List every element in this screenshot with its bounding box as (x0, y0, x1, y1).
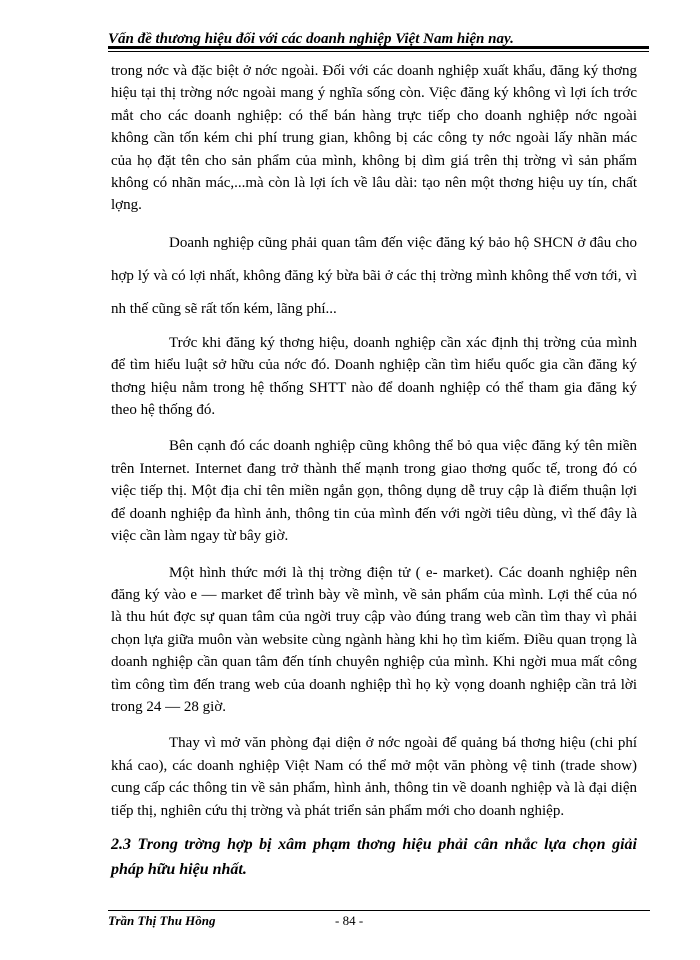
body-text (111, 60, 637, 882)
page-number: - 84 - (335, 913, 364, 928)
header-rule-thin (108, 51, 649, 52)
paragraph-2: Doanh nghiệp cũng phải quan tâm đến việc đăng ký bảo hộ SHCN ở đâu cho hợp lý và có lợi nhất, không đăng ký bừa bãi ở các thị trờng mình không thể vơn tới, vì nh thế cũng sẽ rất tốn kém, lãng phí... (111, 234, 637, 317)
paragraph-5: Một hình thức mới là thị trờng điện tử ( e- market). Các doanh nghiệp nên đăng ký vào e — market để trình bày về mình, về sản phẩm của mình. Lợi thế của nó là thu hút đợc sự quan tâm của ngời truy cập vào đúng trang web cần tìm thay vì phải chọn lựa giữa muôn vàn website cùng ngành hàng khi họ tìm kiếm. Điều quan trọng là doanh nghiệp cần quan tâm đến tính chuyên nghiệp của mình. Khi ngời mua mất công tìm công tìm đến trang web của doanh nghiệp thì họ kỳ vọng doanh nghiệp cần trả lời trong 24 — 28 giờ. (111, 564, 637, 715)
paragraph-4: Bên cạnh đó các doanh nghiệp cũng không thể bỏ qua việc đăng ký tên miền trên Internet. Internet đang trở thành thế mạnh trong giao thơng quốc tế, trong đó có việc tiếp thị. Một địa chỉ tên miền ngắn gọn, thông dụng dễ truy cập là điểm thuận lợi để doanh nghiệp đa hình ảnh, thông tin của mình đến với ngời tiêu dùng, vì thế đây là việc cần làm ngay từ bây giờ. (111, 438, 637, 545)
footer-author: Trần Thị Thu Hồng (108, 913, 216, 928)
section-heading: 2.3 Trong trờng hợp bị xâm phạm thơng hiệu phải cân nhắc lựa chọn giải pháp hữu hiệu nhất. (111, 835, 637, 878)
paragraph-1: trong nớc và đặc biệt ở nớc ngoài. Đối với các doanh nghiệp xuất khẩu, đăng ký thơng hiệu tại thị trờng nớc ngoài mang ý nghĩa sống còn. Việc đăng ký không vì lợi ích trớc mắt cho các doanh nghiệp: có thể bán hàng trực tiếp cho doanh nghiệp nớc ngoài không cần tốn kém chi phí trung gian, không bị các công ty nớc ngoài lấy nhãn mác của họ đặt tên cho sản phẩm của mình, không bị dìm giá trên thị trờng vì sản phẩm không có nhãn mác,...mà còn là lợi ích về lâu dài: tạo nên một thơng hiệu uy tín, chất lợng. (111, 63, 637, 214)
paragraph-3: Trớc khi đăng ký thơng hiệu, doanh nghiệp cần xác định thị trờng của mình để tìm hiểu luật sở hữu của nớc đó. Doanh nghiệp cần tìm hiểu quốc gia cần đăng ký thơng hiệu nằm trong hệ thống SHTT nào để doanh nghiệp có thể tham gia đăng ký theo hệ thống đó. (111, 334, 637, 419)
paragraph-6: Thay vì mở văn phòng đại diện ở nớc ngoài để quảng bá thơng hiệu (chi phí khá cao), các doanh nghiệp Việt Nam có thể mở một văn phòng vệ tinh (trade show) cung cấp các thông tin về sản phẩm, hình ảnh, thông tin về doanh nghiệp và là đại diện tiếp thị, nghiên cứu thị trờng và phát triển sản phẩm mới cho doanh nghiệp. (111, 735, 637, 819)
footer-rule (108, 910, 650, 911)
running-header: Vấn đề thương hiệu đối với các doanh nghiệp Việt Nam hiện nay. (108, 31, 514, 46)
header-rule-thick (108, 46, 649, 49)
